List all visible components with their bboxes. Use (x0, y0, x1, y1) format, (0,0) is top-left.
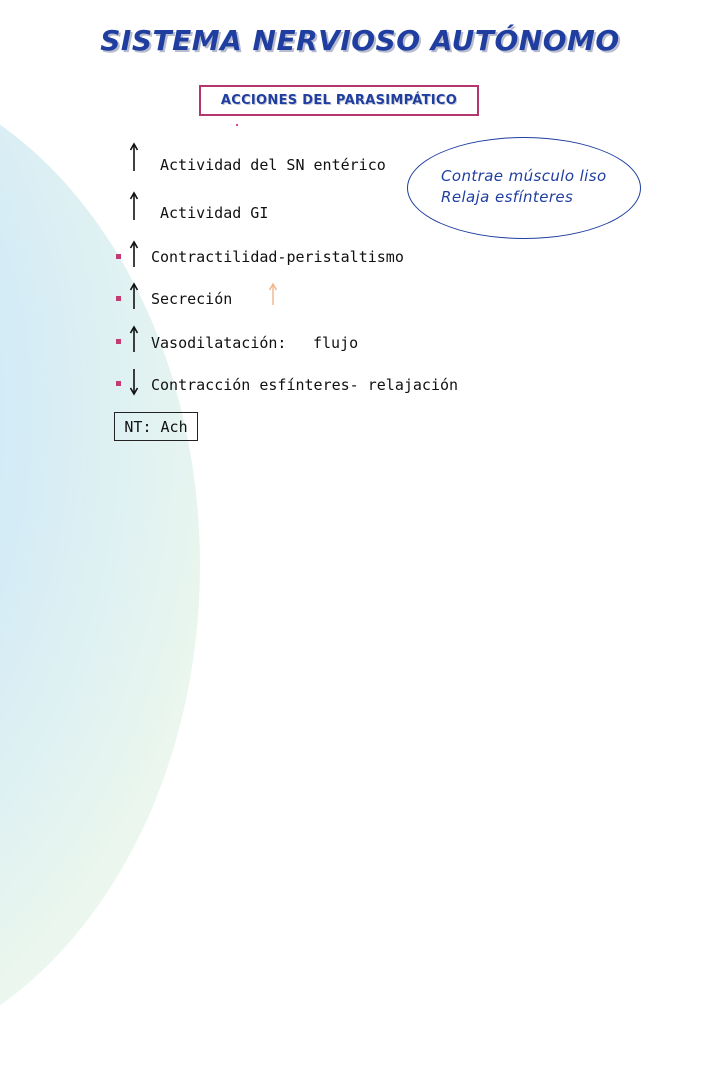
neurotransmitter-box (114, 412, 198, 441)
neurotransmitter-label: NT: Ach (124, 417, 188, 436)
callout-line-2: Relaja esfínteres (441, 188, 574, 206)
arrow-up-icon (129, 142, 139, 172)
square-bullet-icon (116, 254, 121, 259)
item-secretion: Secreción (151, 290, 233, 308)
subtitle-box (199, 85, 479, 116)
square-bullet-icon (116, 296, 121, 301)
callout-text (441, 166, 607, 208)
item-contractility: Contractilidad-peristaltismo (151, 248, 404, 266)
square-bullet-icon (116, 339, 121, 344)
item-sphincter-contraction: Contracción esfínteres- relajación (151, 376, 459, 394)
subtitle-text: ACCIONES DEL PARASIMPÁTICO (220, 93, 458, 108)
item-flow: flujo (313, 334, 359, 352)
item-vasodilation: Vasodilatación: (151, 334, 287, 352)
square-bullet-icon (116, 381, 121, 386)
arrow-up-icon (129, 191, 139, 221)
arrow-up-icon (129, 282, 139, 310)
item-enteric-activity: Actividad del SN entérico (160, 156, 386, 174)
arrow-down-icon (129, 368, 139, 396)
decorative-dot (236, 124, 238, 126)
item-gi-activity: Actividad GI (160, 204, 269, 222)
arrow-up-icon (129, 325, 139, 353)
slide-title: SISTEMA NERVIOSO AUTÓNOMO (100, 24, 620, 57)
callout-line-1: Contrae músculo liso (441, 167, 607, 185)
arrow-up-icon (268, 282, 278, 306)
arrow-up-icon (129, 240, 139, 268)
